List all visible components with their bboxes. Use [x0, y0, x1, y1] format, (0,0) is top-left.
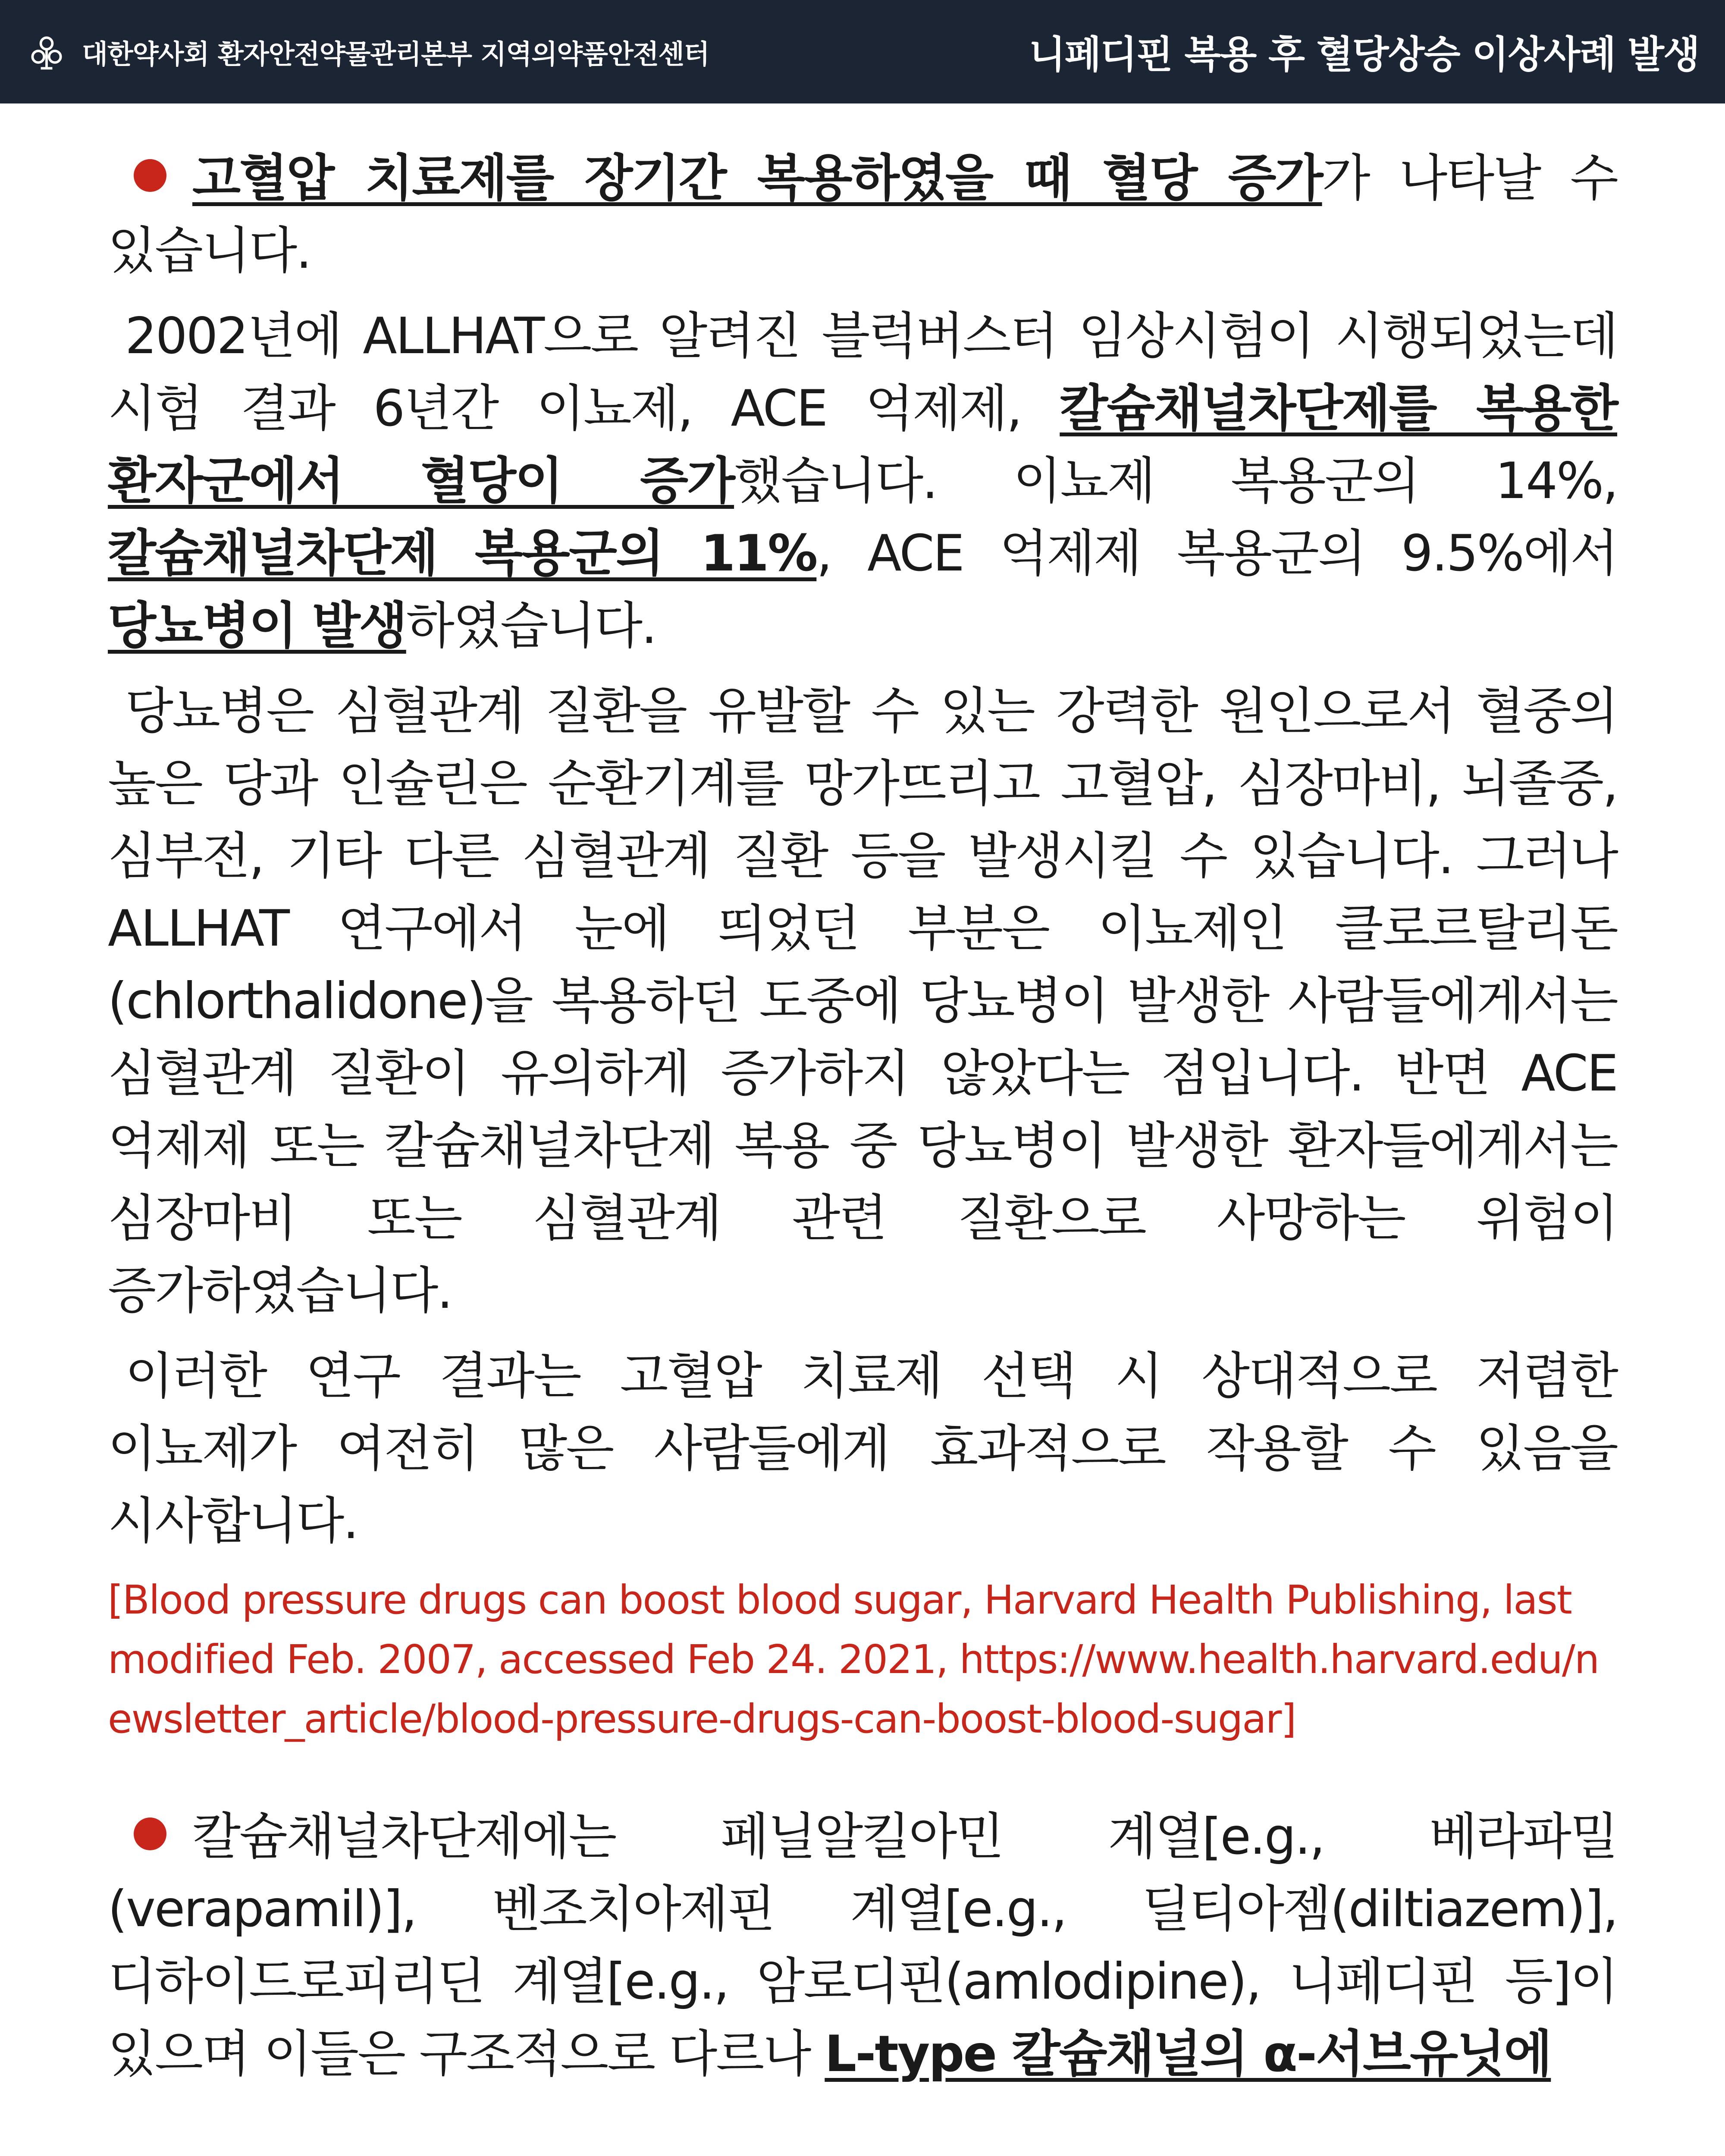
paragraph-ccb-classes: 칼슘채널차단제에는 페닐알킬아민 계열[e.g., 베라파밀(verapamil)], 벤조치아제핀 계열[e.g., 딜티아젬(diltiazem)], 디하이드로피리딘 계열[e.g., 암로디핀(amlodipine), 니페디핀 등]이 있으며 이들은 구조적으로 다르나 L-type 칼슘채널의 α-서브유닛에: [108, 1808, 1617, 2083]
highlight-text: 당뇨병이 발생: [108, 597, 406, 655]
paragraph-allhat: 2002년에 ALLHAT으로 알려진 블럭버스터 임상시험이 시행되었는데 시험 결과 6년간 이뇨제, ACE 억제제, 칼슘채널차단제를 복용한 환자군에서 혈당이 증가했습니다. 이뇨제 복용군의 14%, 칼슘채널차단제 복용군의 11%, ACE 억제제 복용군의 9.5%에서 당뇨병이 발생하였습니다.: [108, 307, 1617, 655]
pharmacy-society-emblem-icon: [26, 31, 67, 72]
highlight-text: 칼슘채널차단제 복용군의 11%: [108, 524, 817, 583]
header-org: [26, 31, 709, 72]
page-header: [0, 0, 1725, 103]
organization-name: 대한약사회 환자안전약물관리본부 지역의약품안전센터: [82, 38, 709, 70]
paragraph-intro: 고혈압 치료제를 장기간 복용하였을 때 혈당 증가가 나타날 수 있습니다.: [108, 149, 1617, 280]
bullet-icon: [134, 159, 166, 192]
highlight-text: 고혈압 치료제를 장기간 복용하였을 때 혈당 증가: [192, 149, 1322, 207]
highlight-text: 칼슘채널차단제를 복용한 환자군에서 혈당이 증가: [108, 379, 1617, 510]
paragraph-conclusion: 이러한 연구 결과는 고혈압 치료제 선택 시 상대적으로 저렴한 이뇨제가 여전히 많은 사람들에게 효과적으로 작용할 수 있음을 시사합니다.: [108, 1347, 1617, 1550]
paragraph-diabetes-risk: 당뇨병은 심혈관계 질환을 유발할 수 있는 강력한 원인으로서 혈중의 높은 당과 인슐린은 순환기계를 망가뜨리고 고혈압, 심장마비, 뇌졸중, 심부전, 기타 다른 심혈관계 질환 등을 발생시킬 수 있습니다. 그러나 ALLHAT 연구에서 눈에 띄었던 부분은 이뇨제인 클로르탈리돈(chlorthalidone)을 복용하던 도중에 당뇨병이 발생한 사람들에게서는 심혈관계 질환이 유의하게 증가하지 않았다는 점입니다. 반면 ACE 억제제 또는 칼슘채널차단제 복용 중 당뇨병이 발생한 환자들에게서는 심장마비 또는 심혈관계 관련 질환으로 사망하는 위험이 증가하였습니다.: [108, 682, 1617, 1320]
highlight-text: L-type 칼슘채널의 α-서브유닛에: [825, 2025, 1551, 2083]
document-body: [108, 142, 1617, 2103]
bullet-icon: [134, 1818, 166, 1850]
reference-citation: [Blood pressure drugs can boost blood sugar, Harvard Health Publishing, last modified Feb. 2007, accessed Feb 24. 2021, https://www.health.harvard.edu/newsletter_article/blood-pressure-drugs-can-boost-blood-sugar]: [108, 1577, 1599, 1742]
document-title: 니페디핀 복용 후 혈당상승 이상사례 발생: [1029, 32, 1699, 77]
